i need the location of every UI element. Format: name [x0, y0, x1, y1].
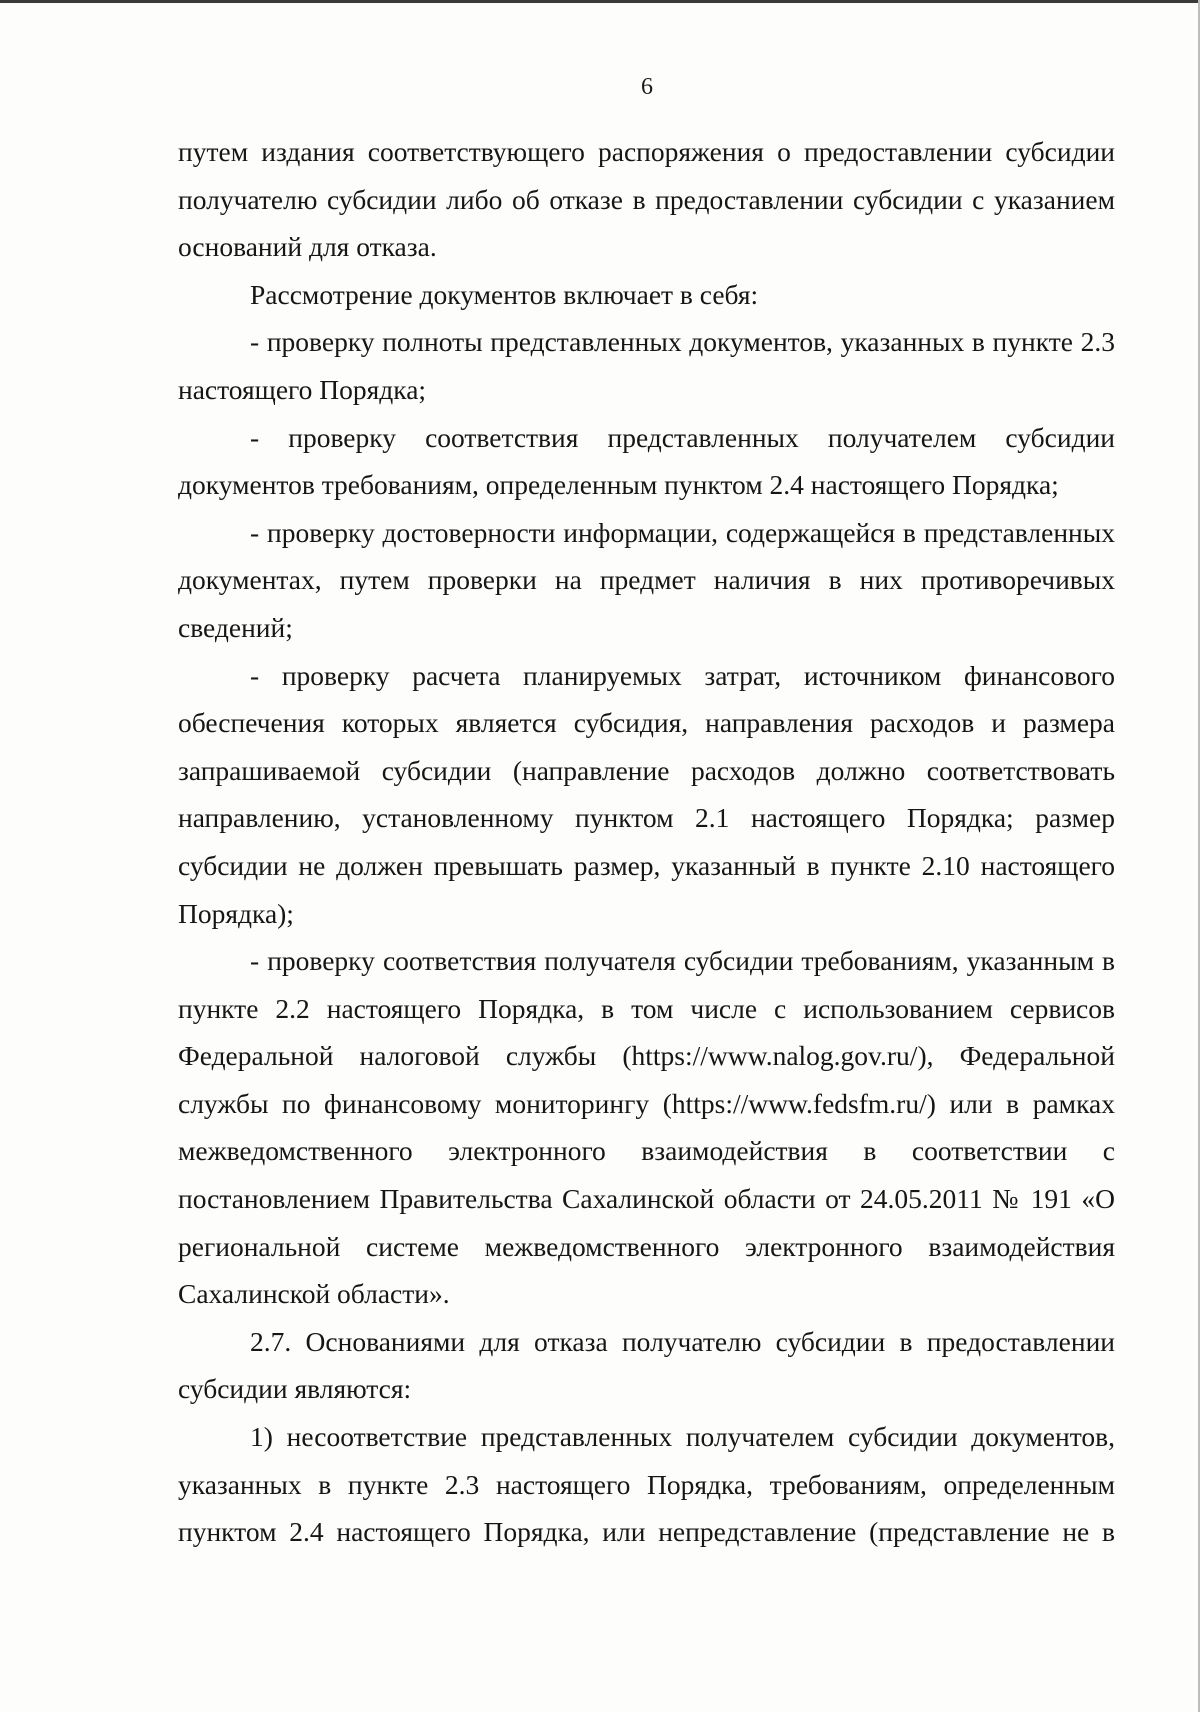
paragraph-8: 2.7. Основаниями для отказа получателю субсидии в предоставлении субсидии являются:	[178, 1325, 1115, 1405]
paragraph-5: - проверку достоверности информации, содержащейся в представленных документах, путем проверки на предмет наличия в них противоречивых сведений;	[178, 516, 1115, 643]
paragraph-2: Рассмотрение документов включает в себя:	[250, 278, 759, 310]
body-text	[178, 128, 1115, 1556]
paragraph-7: - проверку соответствия получателя субсидии требованиям, указанным в пункте 2.2 настоящего Порядка, в том числе с использованием сервисов Федеральной налоговой службы (https://www.nalog.gov.ru/), Федеральной службы по финансовому мониторингу (https://www.fedsfm.ru/) или в рамках межведомственного электронного взаимодействия в соответствии с постановлением Правительства Сахалинской области от 24.05.2011 № 191 «О региональной системе межведомственного электронного взаимодействия Сахалинской области».	[178, 945, 1115, 1310]
paragraph-6: - проверку расчета планируемых затрат, источником финансового обеспечения которых является субсидия, направления расходов и размера запрашиваемой субсидии (направление расходов должно соответствовать направлению, установленному пунктом 2.1 настоящего Порядка; размер субсидии не должен превышать размер, указанный в пункте 2.10 настоящего Порядка);	[178, 659, 1115, 929]
scan-edge	[0, 0, 1200, 3]
page-number: 6	[641, 74, 653, 100]
paragraph-9: 1) несоответствие представленных получателем субсидии документов, указанных в пункте 2.3 настоящего Порядка, требованиям, определенным пунктом 2.4 настоящего Порядка, или непредставление (представление не в	[178, 1421, 1115, 1548]
paragraph-3: - проверку полноты представленных документов, указанных в пункте 2.3 настоящего Порядка;	[178, 326, 1115, 405]
paragraph-1: путем издания соответствующего распоряжения о предоставлении субсидии получателю субсидии либо об отказе в предоставлении субсидии с указанием оснований для отказа.	[178, 136, 1115, 263]
paragraph-4: - проверку соответствия представленных получателем субсидии документов требованиям, определенным пунктом 2.4 настоящего Порядка;	[178, 421, 1115, 501]
